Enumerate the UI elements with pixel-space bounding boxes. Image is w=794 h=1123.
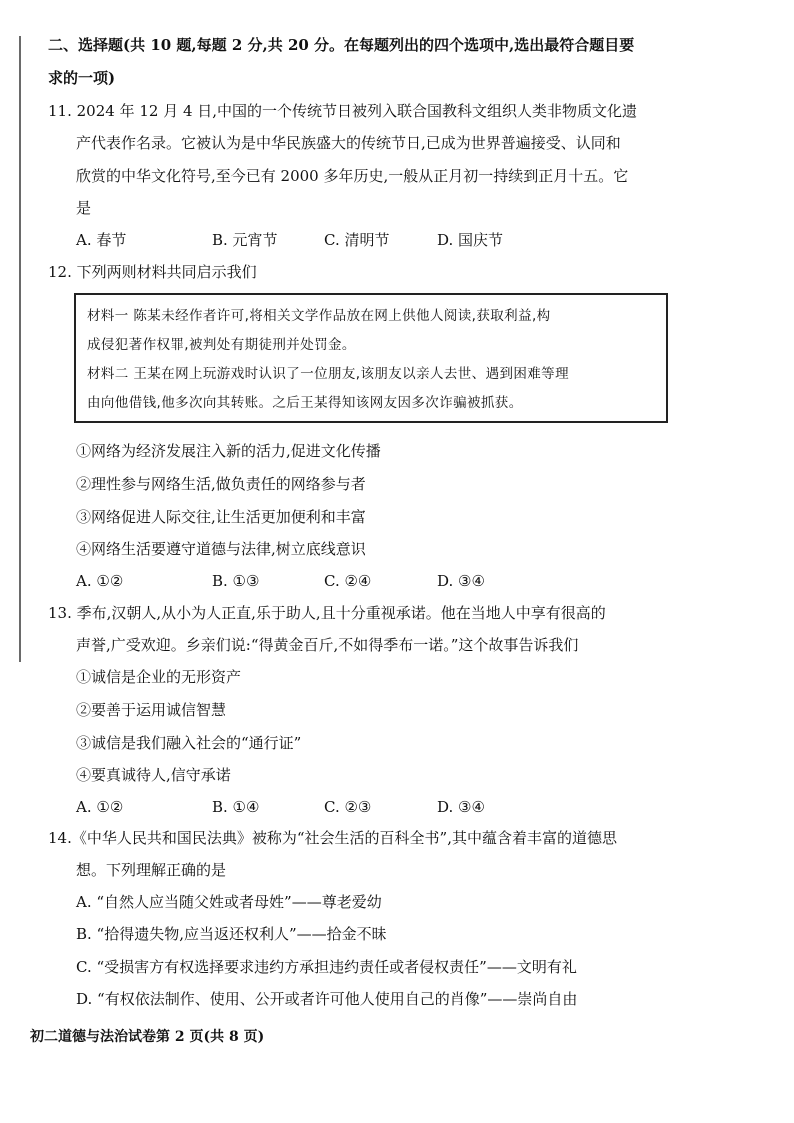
q12-material-box	[74, 293, 668, 423]
q14-choice-d[interactable]: D. “有权依法制作、使用、公开或者许可他人使用自己的肖像”——崇尚自由	[76, 990, 578, 1008]
q12-option-b[interactable]: B. ①③	[212, 572, 260, 590]
q13-stem-line-2: 声誉,广受欢迎。乡亲们说:“得黄金百斤,不如得季布一诺。”这个故事告诉我们	[76, 636, 579, 654]
section-title-line-2: 求的一项)	[48, 69, 116, 87]
q11-option-d[interactable]: D. 国庆节	[437, 231, 504, 249]
section-title-line-1: 二、选择题(共 10 题,每题 2 分,共 20 分。在每题列出的四个选项中,选出最符合题目要	[48, 36, 635, 54]
q12-item-3: ③网络促进人际交往,让生活更加便利和丰富	[76, 508, 366, 526]
page-footer: 初二道德与法治试卷第 2 页(共 8 页)	[30, 1029, 265, 1045]
q13-item-4: ④要真诚待人,信守承诺	[76, 766, 231, 784]
q13-option-a[interactable]: A. ①②	[76, 798, 124, 816]
q12-stem: 12. 下列两则材料共同启示我们	[48, 263, 257, 281]
q13-item-1: ①诚信是企业的无形资产	[76, 668, 242, 686]
q13-item-3: ③诚信是我们融入社会的“通行证”	[76, 734, 302, 752]
q11-option-a[interactable]: A. 春节	[76, 231, 127, 249]
q13-option-b[interactable]: B. ①④	[212, 798, 260, 816]
q13-option-d[interactable]: D. ③④	[437, 798, 485, 816]
q12-option-d[interactable]: D. ③④	[437, 572, 485, 590]
q12-material-line-3: 材料二 王某在网上玩游戏时认识了一位朋友,该朋友以亲人去世、遇到困难等理	[87, 366, 569, 382]
q14-choice-a[interactable]: A. “自然人应当随父姓或者母姓”——尊老爱幼	[76, 893, 382, 911]
q14-choice-b[interactable]: B. “拾得遗失物,应当返还权利人”——拾金不昧	[76, 925, 387, 943]
q12-item-1: ①网络为经济发展注入新的活力,促进文化传播	[76, 442, 381, 460]
q13-item-2: ②要善于运用诚信智慧	[76, 701, 227, 719]
q11-option-b[interactable]: B. 元宵节	[212, 231, 278, 249]
q11-option-c[interactable]: C. 清明节	[324, 231, 390, 249]
q13-option-c[interactable]: C. ②③	[324, 798, 372, 816]
q11-stem-line-4: 是	[76, 199, 92, 217]
q12-item-4: ④网络生活要遵守道德与法律,树立底线意识	[76, 540, 366, 558]
q12-material-line-2: 成侵犯著作权罪,被判处有期徒刑并处罚金。	[87, 337, 356, 353]
q12-option-c[interactable]: C. ②④	[324, 572, 372, 590]
q12-material-line-1: 材料一 陈某未经作者许可,将相关文学作品放在网上供他人阅读,获取利益,构	[87, 308, 551, 324]
q14-stem-line-1: 14.《中华人民共和国民法典》被称为“社会生活的百科全书”,其中蕴含着丰富的道德思	[48, 829, 617, 847]
q11-stem-line-3: 欣赏的中华文化符号,至今已有 2000 多年历史,一般从正月初一持续到正月十五。它	[76, 167, 629, 185]
q12-option-a[interactable]: A. ①②	[76, 572, 124, 590]
binding-margin-line	[19, 36, 21, 662]
q11-stem-line-1: 11. 2024 年 12 月 4 日,中国的一个传统节日被列入联合国教科文组织人类非物质文化遗	[48, 102, 638, 120]
q14-choice-c[interactable]: C. “受损害方有权选择要求违约方承担违约责任或者侵权责任”——文明有礼	[76, 958, 577, 976]
q13-stem-line-1: 13. 季布,汉朝人,从小为人正直,乐于助人,且十分重视承诺。他在当地人中享有很高的	[48, 604, 606, 622]
q12-material-line-4: 由向他借钱,他多次向其转账。之后王某得知该网友因多次诈骗被抓获。	[87, 395, 523, 411]
q11-stem-line-2: 产代表作名录。它被认为是中华民族盛大的传统节日,已成为世界普遍接受、认同和	[76, 134, 621, 152]
q14-stem-line-2: 想。下列理解正确的是	[76, 861, 227, 879]
q12-item-2: ②理性参与网络生活,做负责任的网络参与者	[76, 475, 366, 493]
